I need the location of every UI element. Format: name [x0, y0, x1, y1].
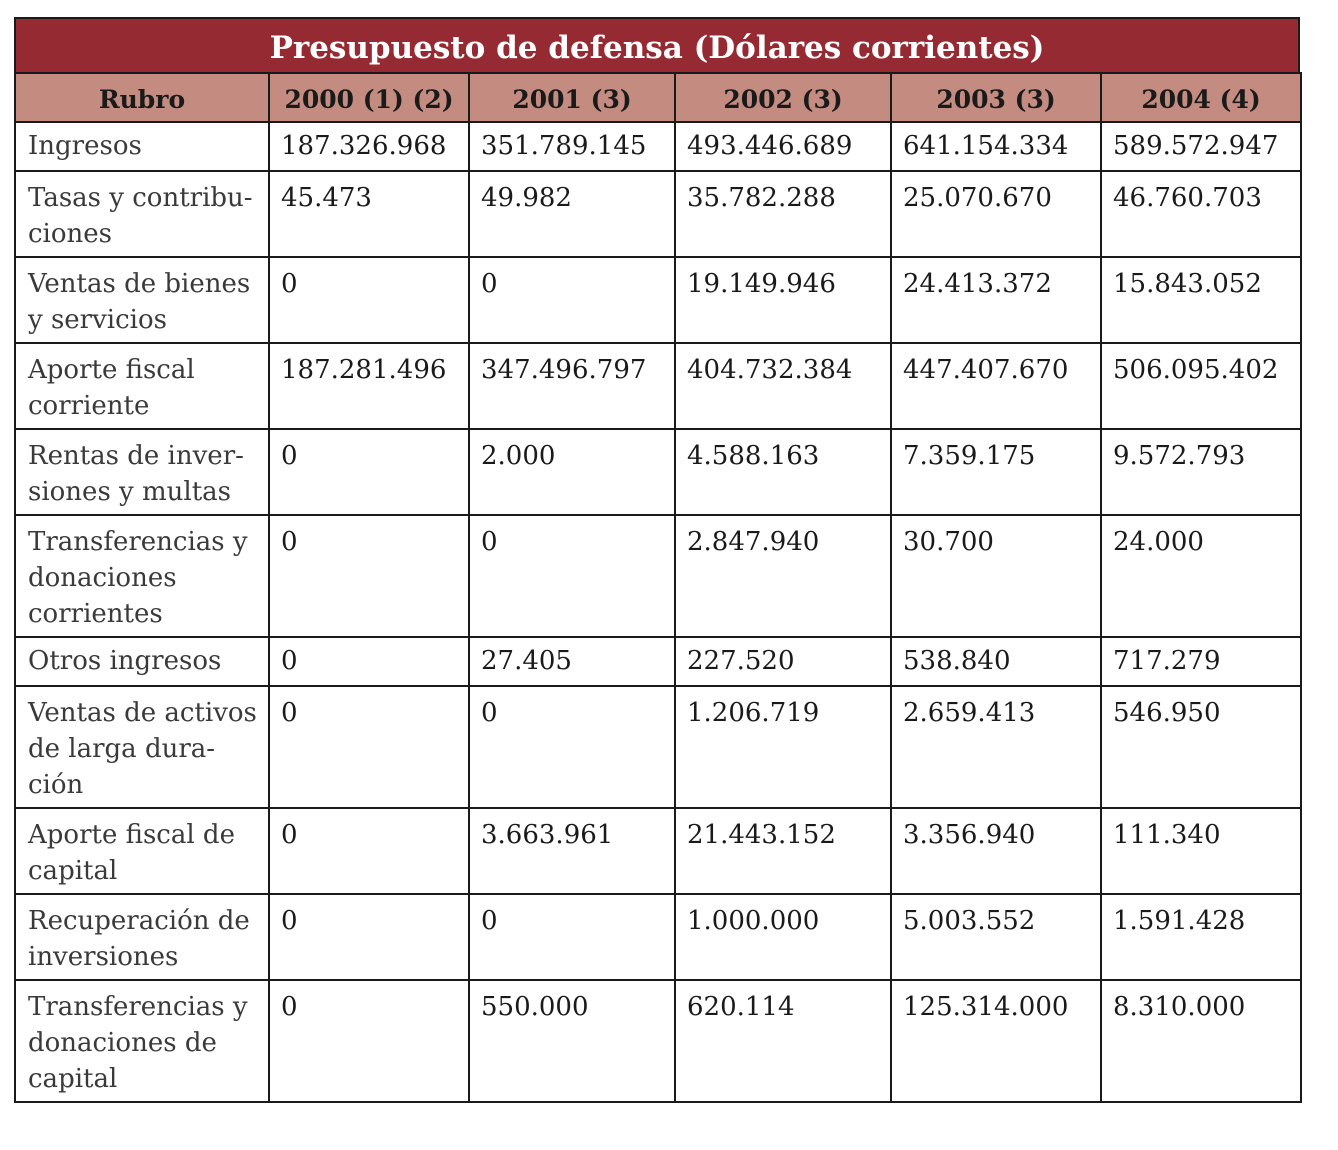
cell-value: 15.843.052 — [1101, 257, 1301, 343]
cell-value: 1.591.428 — [1101, 894, 1301, 980]
cell-value: 620.114 — [675, 980, 891, 1102]
column-header-rubro: Rubro — [15, 73, 269, 122]
table-row — [15, 980, 1301, 1102]
cell-value: 24.000 — [1101, 515, 1301, 637]
cell-value: 0 — [269, 894, 469, 980]
cell-value: 187.281.496 — [269, 343, 469, 429]
cell-value: 227.520 — [675, 637, 891, 686]
cell-value: 0 — [269, 515, 469, 637]
cell-value: 0 — [269, 980, 469, 1102]
row-label: Transferencias y donaciones de capital — [15, 980, 269, 1102]
column-header-2001: 2001 (3) — [469, 73, 675, 122]
row-label: Rentas de inversiones y multas — [15, 429, 269, 515]
cell-value: 0 — [269, 686, 469, 808]
table-row — [15, 343, 1301, 429]
cell-value: 546.950 — [1101, 686, 1301, 808]
cell-value: 493.446.689 — [675, 122, 891, 171]
budget-table — [14, 17, 1300, 1103]
header-row — [15, 73, 1301, 122]
cell-value: 347.496.797 — [469, 343, 675, 429]
cell-value: 25.070.670 — [891, 171, 1101, 257]
table-row — [15, 122, 1301, 171]
cell-value: 641.154.334 — [891, 122, 1101, 171]
column-header-2004: 2004 (4) — [1101, 73, 1301, 122]
cell-value: 589.572.947 — [1101, 122, 1301, 171]
cell-value: 21.443.152 — [675, 808, 891, 894]
table-row — [15, 257, 1301, 343]
cell-value: 2.659.413 — [891, 686, 1101, 808]
cell-value: 0 — [269, 429, 469, 515]
cell-value: 125.314.000 — [891, 980, 1101, 1102]
cell-value: 1.000.000 — [675, 894, 891, 980]
cell-value: 447.407.670 — [891, 343, 1101, 429]
cell-value: 30.700 — [891, 515, 1101, 637]
column-header-2002: 2002 (3) — [675, 73, 891, 122]
cell-value: 35.782.288 — [675, 171, 891, 257]
cell-value: 46.760.703 — [1101, 171, 1301, 257]
table-row — [15, 808, 1301, 894]
budget-grid — [14, 72, 1302, 1103]
row-label: Aporte fiscal de capital — [15, 808, 269, 894]
cell-value: 49.982 — [469, 171, 675, 257]
table-row — [15, 637, 1301, 686]
row-label: Aporte fiscal corriente — [15, 343, 269, 429]
cell-value: 7.359.175 — [891, 429, 1101, 515]
cell-value: 0 — [269, 637, 469, 686]
cell-value: 111.340 — [1101, 808, 1301, 894]
cell-value: 0 — [469, 894, 675, 980]
row-label: Transferencias y donaciones corrientes — [15, 515, 269, 637]
table-row — [15, 894, 1301, 980]
row-label: Ventas de bienes y servicios — [15, 257, 269, 343]
cell-value: 717.279 — [1101, 637, 1301, 686]
cell-value: 8.310.000 — [1101, 980, 1301, 1102]
cell-value: 9.572.793 — [1101, 429, 1301, 515]
cell-value: 1.206.719 — [675, 686, 891, 808]
cell-value: 0 — [469, 257, 675, 343]
cell-value: 351.789.145 — [469, 122, 675, 171]
cell-value: 0 — [469, 686, 675, 808]
cell-value: 550.000 — [469, 980, 675, 1102]
column-header-2003: 2003 (3) — [891, 73, 1101, 122]
table-row — [15, 686, 1301, 808]
cell-value: 5.003.552 — [891, 894, 1101, 980]
table-title: Presupuesto de defensa (Dólares corrientes) — [14, 17, 1300, 72]
table-row — [15, 515, 1301, 637]
cell-value: 2.000 — [469, 429, 675, 515]
row-label: Ingresos — [15, 122, 269, 171]
column-header-2000: 2000 (1) (2) — [269, 73, 469, 122]
cell-value: 506.095.402 — [1101, 343, 1301, 429]
cell-value: 2.847.940 — [675, 515, 891, 637]
cell-value: 187.326.968 — [269, 122, 469, 171]
cell-value: 0 — [269, 808, 469, 894]
cell-value: 404.732.384 — [675, 343, 891, 429]
cell-value: 3.356.940 — [891, 808, 1101, 894]
cell-value: 0 — [469, 515, 675, 637]
row-label: Recuperación de inversiones — [15, 894, 269, 980]
cell-value: 4.588.163 — [675, 429, 891, 515]
cell-value: 0 — [269, 257, 469, 343]
cell-value: 19.149.946 — [675, 257, 891, 343]
cell-value: 45.473 — [269, 171, 469, 257]
cell-value: 3.663.961 — [469, 808, 675, 894]
cell-value: 24.413.372 — [891, 257, 1101, 343]
cell-value: 538.840 — [891, 637, 1101, 686]
table-row — [15, 429, 1301, 515]
table-row — [15, 171, 1301, 257]
row-label: Otros ingresos — [15, 637, 269, 686]
row-label: Tasas y contribuciones — [15, 171, 269, 257]
row-label: Ventas de activos de larga duración — [15, 686, 269, 808]
cell-value: 27.405 — [469, 637, 675, 686]
